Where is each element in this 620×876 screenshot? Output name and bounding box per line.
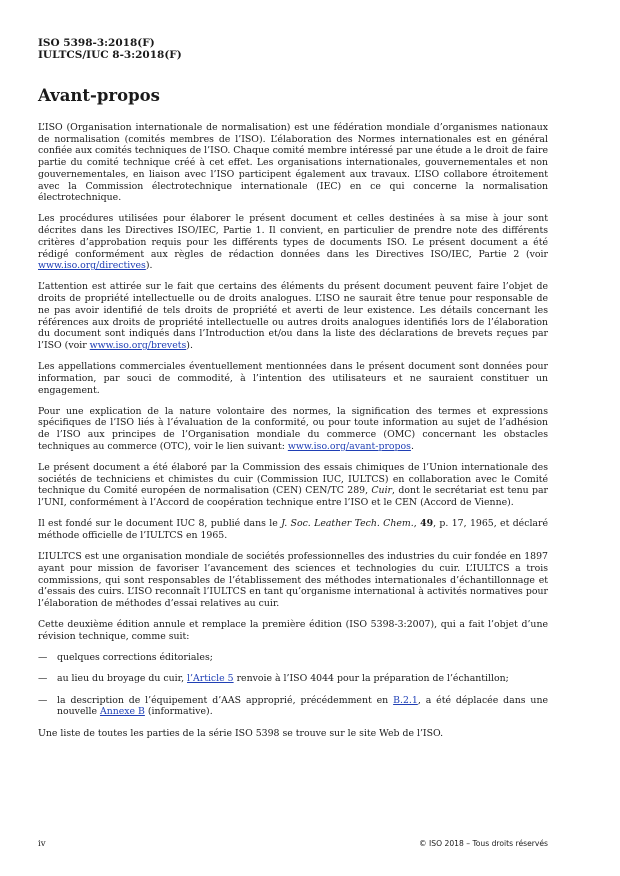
italic-cuir: Cuir: [371, 485, 393, 497]
list-item-text: [57, 695, 548, 718]
list-text: (informative).: [144, 706, 213, 718]
list-item: [38, 695, 548, 718]
paragraph-end: ).: [186, 339, 193, 351]
paragraph-text: Pour une explication de la nature volontaire des normes, la signification des termes et expressions spécifiques de l’ISO liés à l’évaluation de la conformité, ou pour toute information au sujet de l’adhésion de l’ISO aux principes de l’Organisation mondiale du commerce (OMC) concernant les obstacles techniques au commerce (OTC), voir le lien suivant:: [38, 405, 548, 452]
link-b-2-1[interactable]: B.2.1: [393, 694, 418, 706]
paragraph-procedures: [38, 213, 548, 272]
paragraph-series-list: Une liste de toutes les parties de la série ISO 5398 se trouve sur le site Web de l’ISO.: [38, 727, 444, 739]
paragraph-based-on: [38, 518, 548, 541]
link-brevets[interactable]: www.iso.org/brevets: [89, 339, 187, 351]
paragraph-end: ).: [145, 260, 153, 272]
paragraph-edition: Cette deuxième édition annule et remplace la première édition (ISO 5398-3:2007), qui a fait l’objet d’une révision technique, comme suit:: [38, 619, 548, 643]
paragraph-end: .: [410, 440, 414, 452]
copyright-notice: © ISO 2018 – Tous droits réservés: [419, 839, 548, 848]
page-footer: [38, 839, 548, 849]
iultcs-number: IULTCS/IUC 8-3:2018(F): [38, 49, 182, 61]
paragraph-text: Il est fondé sur le document IUC 8, publié dans le: [38, 518, 282, 530]
journal-title: J. Soc. Leather Tech. Chem.: [281, 518, 414, 530]
paragraph-text: L’attention est attirée sur le fait que certains des éléments du présent document peuvent faire l’objet de droits de propriété intellectuelle ou de droits analogues. L’ISO ne saurait être tenue pour responsable de ne pas avoir identifié de tels droits de propriété et averti de leur existence. Les détails concernant les références aux droits de propriété intellectuelle ou autres droits analogues identifiés lors de l’élaboration du document sont indiqués dans l’Introduction et/ou dans la liste des déclarations de brevets reçues par l’ISO (voir: [38, 281, 548, 351]
document-header: [38, 37, 182, 61]
paragraph-prepared-by: [38, 462, 548, 509]
list-text: la description de l’équipement d’AAS approprié, précédemment en: [57, 694, 394, 706]
list-item: [38, 673, 548, 685]
paragraph-patents: [38, 281, 548, 351]
paragraph-text: , dont le secrétariat est tenu par l’UNI, conformément à l’Accord de coopération technique entre l’ISO et le CEN (Accord de Vienne).: [38, 485, 548, 509]
dash-bullet: —: [38, 673, 48, 685]
paragraph-text: Les procédures utilisées pour élaborer le présent document et celles destinées à sa mise à jour sont décrites dans les Directives ISO/IEC, Partie 1. Il convient, en particulier de prendre note des différents critères d’approbation requis pour les différents types de documents ISO. Le présent document a été rédigé conformément aux règles de rédaction données dans les Directives ISO/IEC, Partie 2 (voir: [38, 213, 548, 260]
list-text: , a été déplacée dans une nouvelle: [57, 694, 548, 718]
standard-number: ISO 5398-3:2018(F): [38, 37, 155, 49]
link-directives[interactable]: www.iso.org/directives: [38, 260, 146, 272]
list-text: renvoie à l’ISO 4044 pour la préparation de l’échantillon;: [233, 673, 509, 685]
list-item-text: [57, 673, 548, 685]
page-number: iv: [38, 839, 46, 849]
separator: ,: [413, 518, 421, 530]
paragraph-voluntary: [38, 406, 548, 453]
list-item: [38, 652, 548, 664]
dash-bullet: —: [38, 694, 48, 706]
list-text: au lieu du broyage du cuir,: [57, 673, 188, 685]
link-article-5[interactable]: l’Article 5: [187, 673, 234, 685]
link-avant-propos[interactable]: www.iso.org/avant-propos: [287, 440, 411, 452]
paragraph-text: Le présent document a été élaboré par la Commission des essais chimiques de l’Union internationale des sociétés de techniciens et chimistes du cuir (Commission IUC, IULTCS) en collaboration avec le Comité technique du Comité européen de normalisation (CEN) CEN/TC 289,: [38, 462, 548, 497]
paragraph-iultcs: L’IULTCS est une organisation mondiale de sociétés professionnelles des industries du cuir fondée en 1897 ayant pour mission de favoriser l’avancement des sciences et technologies du cuir. L’IULTCS a trois commissions, qui sont responsables de l’établissement des méthodes internationales d’échantillonnage et d’essais des cuirs. L’ISO reconnaît l’IULTCS en tant qu’organisme international à activités normatives pour l’élaboration de méthodes d’essai relatives au cuir.: [38, 551, 548, 610]
volume-number: 49: [420, 518, 434, 530]
list-item-text: quelques corrections éditoriales;: [57, 652, 213, 664]
paragraph-trade-names: Les appellations commerciales éventuellement mentionnées dans le présent document sont données pour information, par souci de commodité, à l’intention des utilisateurs et ne sauraient constituer un engagement.: [38, 361, 548, 396]
link-annexe-b[interactable]: Annexe B: [99, 706, 145, 718]
dash-bullet: —: [38, 652, 48, 664]
paragraph-text: , p. 17, 1965, et déclaré méthode officielle de l’IULTCS en 1965.: [38, 518, 549, 542]
paragraph-iso-intro: L’ISO (Organisation internationale de normalisation) est une fédération mondiale d’organismes nationaux de normalisation (comités membres de l’ISO). L’élaboration des Normes internationales est en général confiée aux comités techniques de l’ISO. Chaque comité membre intéressé par une étude a le droit de faire partie du comité technique créé à cet effet. Les organisations internationales, gouvernementales et non gouvernementales, en liaison avec l’ISO participent également aux travaux. L’ISO collabore étroitement avec la Commission électrotechnique internationale (IEC) en ce qui concerne la normalisation électrotechnique.: [38, 122, 548, 204]
foreword-body: [38, 122, 548, 749]
page-title: Avant-propos: [38, 86, 160, 105]
